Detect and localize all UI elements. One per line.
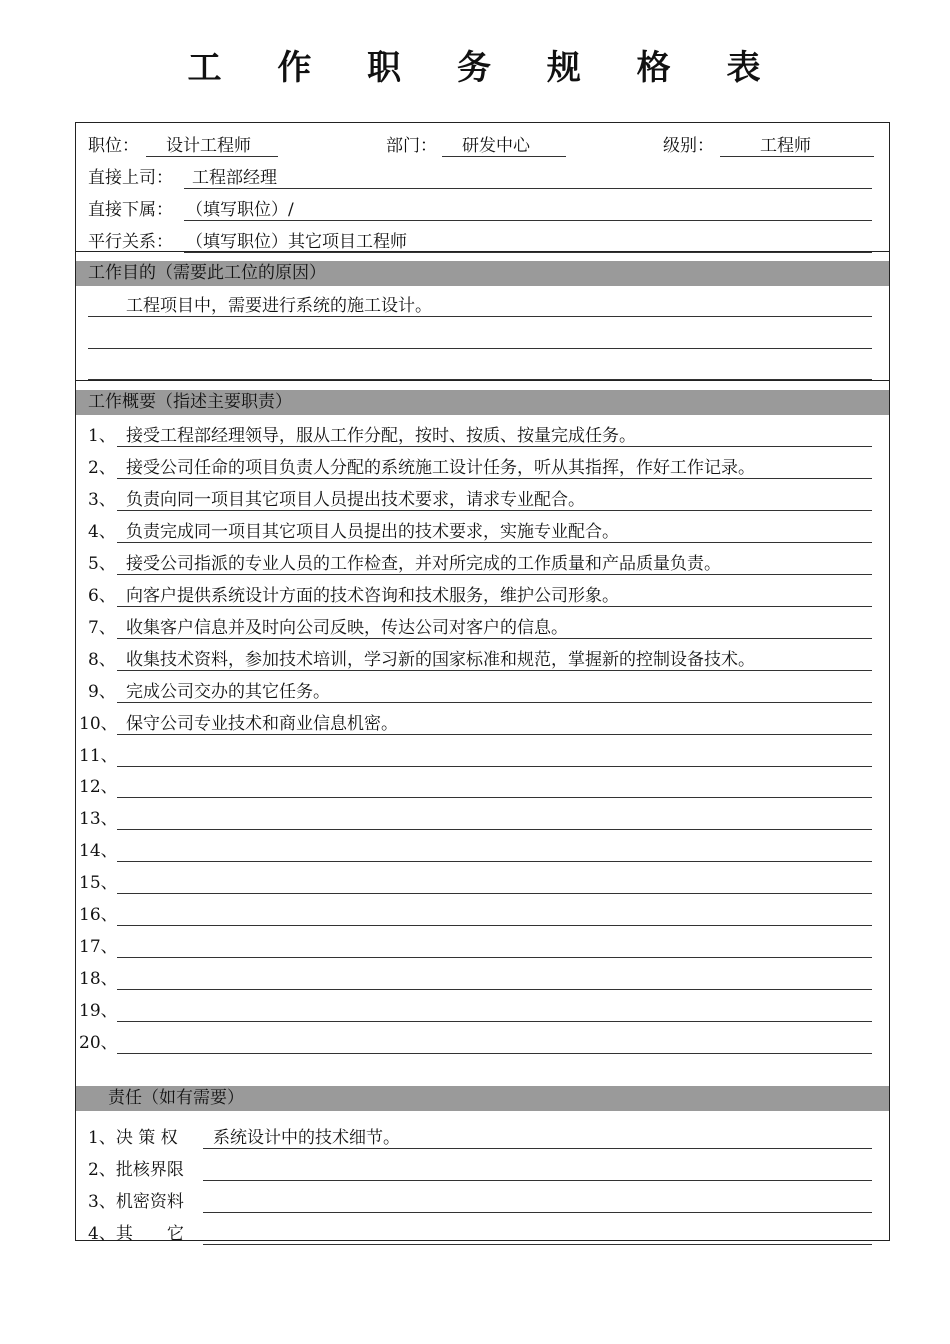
- divider: [76, 251, 889, 252]
- item-text-field[interactable]: 负责向同一项目其它项目人员提出技术要求，请求专业配合。: [126, 489, 585, 510]
- item-number: 3、: [88, 489, 116, 510]
- level-label: 级别：: [663, 136, 714, 156]
- list-item: [79, 743, 872, 769]
- supervisor-label: 直接上司：: [88, 168, 173, 188]
- list-item: [79, 806, 872, 832]
- position-label: 职位：: [88, 136, 139, 156]
- item-number: 14、: [79, 841, 118, 862]
- item-number: 15、: [79, 873, 118, 894]
- divider: [76, 380, 889, 381]
- position-field[interactable]: 设计工程师: [166, 136, 251, 156]
- purpose-line-1: [88, 293, 872, 319]
- item-number: 19、: [79, 1001, 118, 1022]
- list-item: [79, 966, 872, 992]
- parallel-field[interactable]: （填写职位）其它项目工程师: [186, 232, 407, 252]
- list-item: [79, 679, 872, 705]
- list-item: [79, 551, 872, 577]
- list-item: [79, 519, 872, 545]
- item-text-field[interactable]: 负责完成同一项目其它项目人员提出的技术要求，实施专业配合。: [126, 521, 619, 542]
- item-number: 16、: [79, 905, 118, 926]
- responsibility-field[interactable]: 系统设计中的技术细节。: [213, 1128, 400, 1148]
- list-item: [79, 647, 872, 673]
- item-number: 17、: [79, 937, 118, 958]
- responsibility-label: 4、其 它: [88, 1224, 184, 1244]
- item-number: 5、: [88, 553, 116, 574]
- responsibility-row: [88, 1189, 872, 1215]
- department-label: 部门：: [386, 136, 437, 156]
- parallel-label: 平行关系：: [88, 232, 173, 252]
- item-number: 8、: [88, 649, 116, 670]
- item-number: 2、: [88, 457, 116, 478]
- item-number: 11、: [79, 745, 118, 766]
- header-row-supervisor: [88, 165, 872, 191]
- item-text-field[interactable]: 接受公司指派的专业人员的工作检查，并对所完成的工作质量和产品质量负责。: [126, 553, 721, 574]
- responsibility-label: 2、批核界限: [88, 1160, 184, 1180]
- item-text-field[interactable]: 收集技术资料，参加技术培训，学习新的国家标准和规范，掌握新的控制设备技术。: [126, 649, 755, 670]
- item-text-field[interactable]: 收集客户信息并及时向公司反映，传达公司对客户的信息。: [126, 617, 568, 638]
- item-number: 13、: [79, 809, 118, 830]
- purpose-field[interactable]: 工程项目中，需要进行系统的施工设计。: [126, 296, 432, 316]
- item-text-field[interactable]: 向客户提供系统设计方面的技术咨询和技术服务，维护公司形象。: [126, 585, 619, 606]
- item-number: 7、: [88, 617, 116, 638]
- item-text-field[interactable]: 完成公司交办的其它任务。: [126, 681, 330, 702]
- page-title: 工 作 职 务 规 格 表: [187, 48, 783, 88]
- list-item: [79, 1030, 872, 1056]
- purpose-heading: 工作目的（需要此工位的原因）: [76, 261, 889, 286]
- list-item: [79, 934, 872, 960]
- header-row-position: [88, 133, 872, 159]
- responsibility-row: [88, 1157, 872, 1183]
- summary-heading: 工作概要（指述主要职责）: [76, 390, 889, 415]
- item-number: 9、: [88, 681, 116, 702]
- item-text-field[interactable]: 接受公司任命的项目负责人分配的系统施工设计任务，听从其指挥，作好工作记录。: [126, 457, 755, 478]
- purpose-line-3[interactable]: [88, 356, 872, 382]
- list-item: [79, 615, 872, 641]
- form-frame: [75, 122, 890, 1244]
- list-item: [79, 423, 872, 449]
- item-number: 18、: [79, 969, 118, 990]
- responsibility-row: [88, 1125, 872, 1151]
- subordinate-field[interactable]: （填写职位）/: [186, 200, 294, 220]
- list-item: [79, 838, 872, 864]
- item-number: 6、: [88, 585, 116, 606]
- level-field[interactable]: 工程师: [760, 136, 811, 156]
- responsibility-label: 3、机密资料: [88, 1192, 184, 1212]
- list-item: [79, 487, 872, 513]
- responsibility-label: 1、决 策 权: [88, 1128, 178, 1148]
- list-item: [79, 774, 872, 800]
- responsibility-row: [88, 1221, 872, 1247]
- responsibility-heading: 责任（如有需要）: [76, 1086, 889, 1111]
- subordinate-label: 直接下属：: [88, 200, 173, 220]
- list-item: [79, 902, 872, 928]
- item-number: 10、: [79, 713, 118, 734]
- list-item: [79, 455, 872, 481]
- department-field[interactable]: 研发中心: [462, 136, 530, 156]
- item-number: 12、: [79, 777, 118, 798]
- list-item: [79, 583, 872, 609]
- purpose-line-2[interactable]: [88, 325, 872, 351]
- list-item: [79, 870, 872, 896]
- list-item: [79, 711, 872, 737]
- supervisor-field[interactable]: 工程部经理: [192, 168, 277, 188]
- item-number: 20、: [79, 1033, 118, 1054]
- list-item: [79, 998, 872, 1024]
- item-number: 4、: [88, 521, 116, 542]
- header-row-subordinate: [88, 197, 872, 223]
- item-number: 1、: [88, 426, 116, 446]
- item-text-field[interactable]: 保守公司专业技术和商业信息机密。: [126, 713, 398, 734]
- item-text-field[interactable]: 接受工程部经理领导，服从工作分配，按时、按质、按量完成任务。: [126, 426, 636, 446]
